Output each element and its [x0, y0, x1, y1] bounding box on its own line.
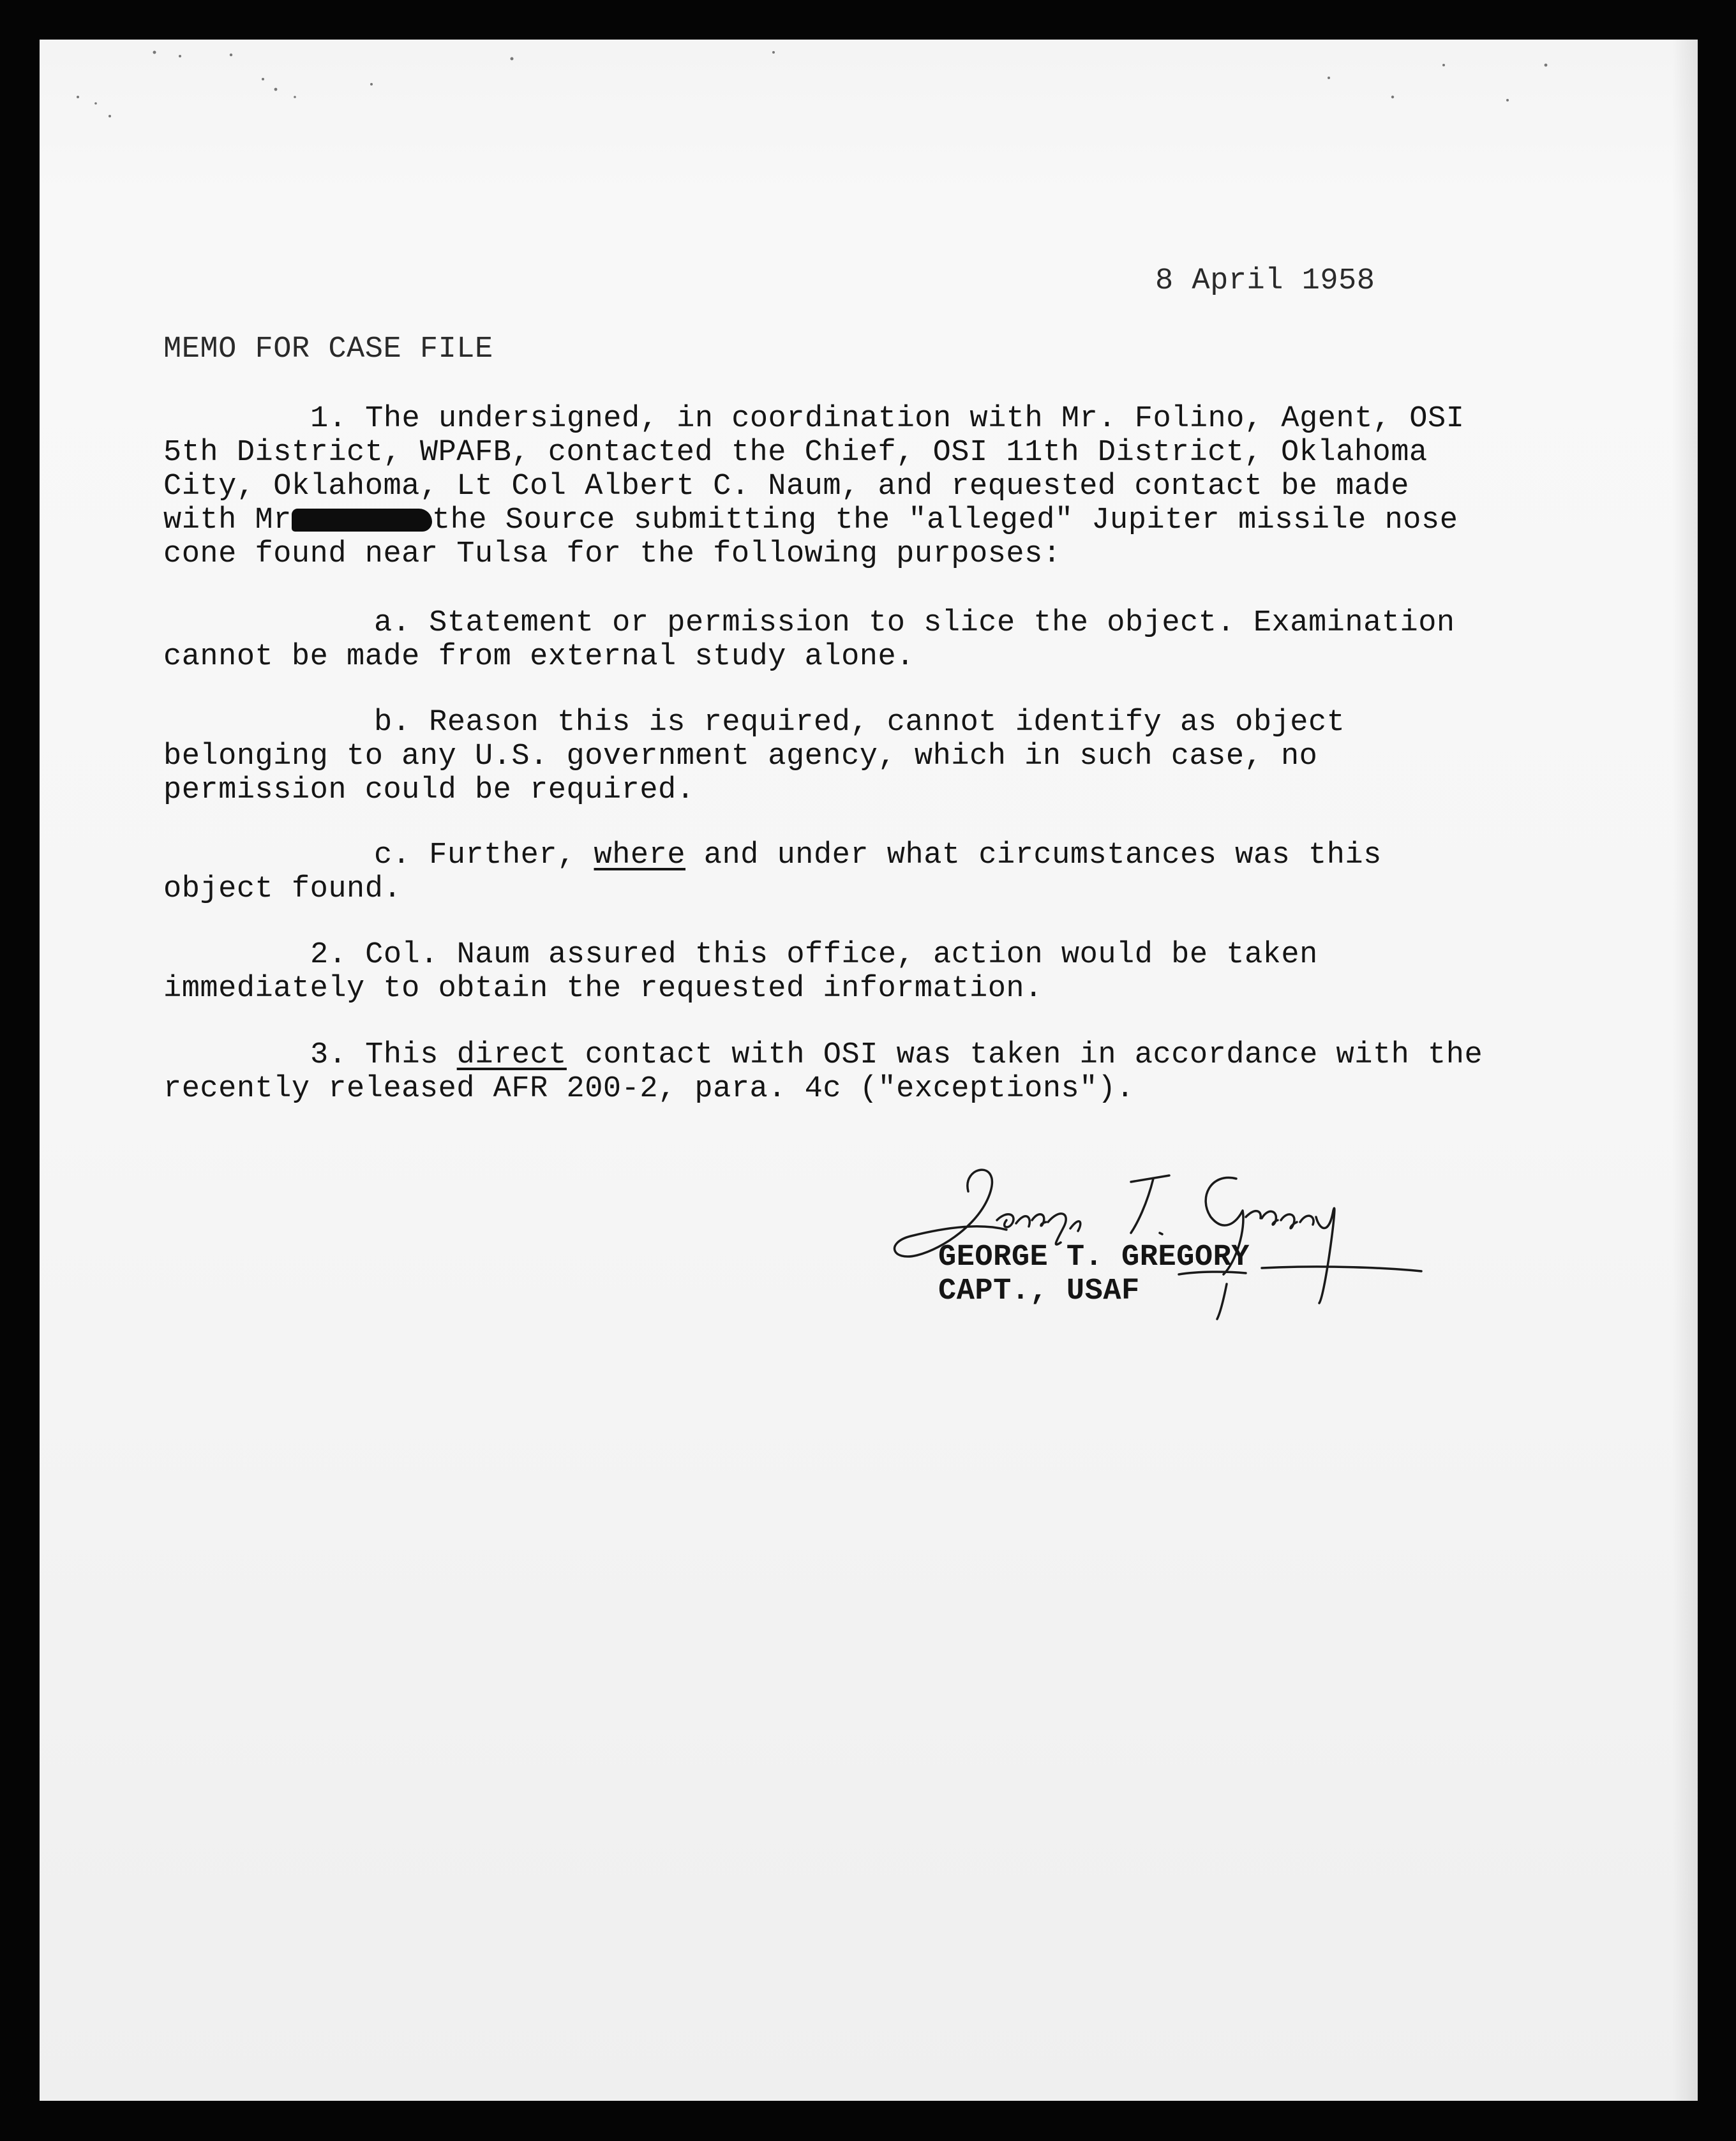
redaction-block: [292, 509, 432, 532]
paragraph-b-letter: b.: [374, 706, 411, 740]
paragraph-2: [163, 938, 1491, 1006]
paragraph-1-text: The undersigned, in coordination with Mr. Folino, Agent, OSI 5th District, WPAFB, contacted the Chief, OSI 11th District, Oklahoma City, Oklahoma, Lt Col Albert C. Naum, and requested contact be made with Mr: [163, 402, 1465, 537]
paragraph-a: [163, 606, 1491, 674]
paragraph-3-text-before: This: [365, 1038, 438, 1072]
underlined-where: where: [594, 839, 686, 872]
paragraph-a-text: Statement or permission to slice the object. Examination cannot be made from external study alone.: [163, 606, 1455, 674]
memo-title: MEMO FOR CASE FILE: [163, 332, 493, 366]
memo-date: 8 April 1958: [1155, 264, 1375, 298]
paragraph-1-number: 1.: [310, 402, 347, 436]
paragraph-1: [163, 402, 1491, 571]
paragraph-2-number: 2.: [310, 938, 347, 972]
paragraph-c: [163, 839, 1491, 906]
paragraph-b-text: Reason this is required, cannot identify as object belonging to any U.S. government agency, which in such case, no permission could be required.: [163, 706, 1345, 807]
paragraph-3-number: 3.: [310, 1038, 347, 1072]
paragraph-b: [163, 706, 1491, 807]
underlined-direct: direct: [456, 1038, 567, 1072]
paragraph-c-text-after: and under what circumstances was this object found.: [163, 839, 1382, 906]
paragraph-1-text-continued: the Source submitting the "alleged" Jupiter missile nose cone found near Tulsa for the following purposes:: [163, 504, 1458, 571]
memo-page: [40, 40, 1698, 2101]
memo-body: [40, 40, 1698, 2101]
paragraph-c-letter: c.: [374, 839, 411, 872]
signer-rank: CAPT., USAF: [938, 1274, 1140, 1308]
paragraph-c-text-before: Further,: [429, 839, 576, 872]
paragraph-3-text-after: contact with OSI was taken in accordance with the recently released AFR 200-2, para. 4c ("exceptions").: [163, 1038, 1483, 1106]
paragraph-3: [163, 1038, 1491, 1106]
paragraph-2-text: Col. Naum assured this office, action would be taken immediately to obtain the requested information.: [163, 938, 1318, 1006]
signer-name: GEORGE T. GREGORY: [938, 1241, 1250, 1274]
paragraph-a-letter: a.: [374, 606, 411, 640]
